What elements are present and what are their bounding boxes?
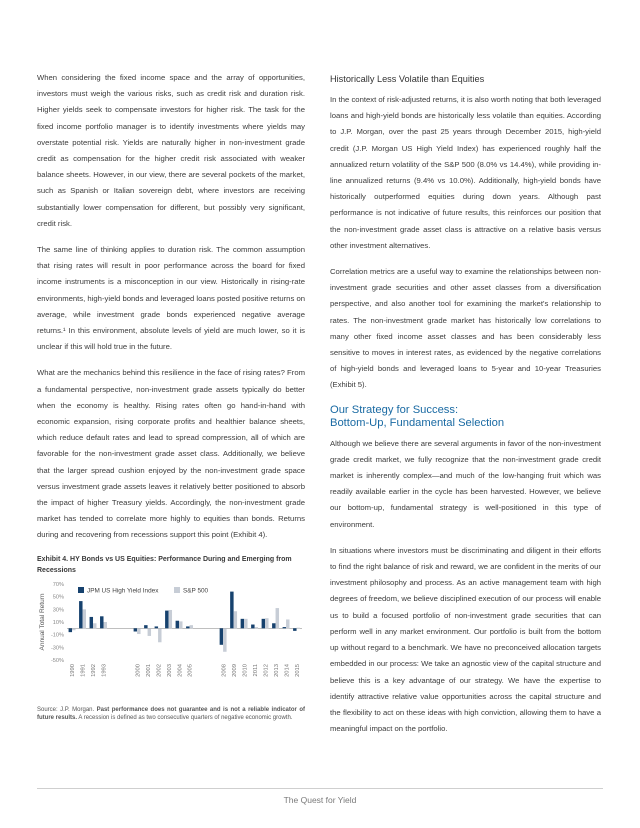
legend-swatch-spx xyxy=(174,587,180,593)
hy-bar xyxy=(272,623,275,628)
y-tick-label: -30% xyxy=(50,645,64,652)
y-tick-label: 10% xyxy=(52,619,64,626)
source-prefix: Source: J.P. Morgan. xyxy=(37,706,97,713)
exhibit-chart xyxy=(37,580,307,700)
spx-bar xyxy=(244,619,247,629)
paragraph: When considering the fixed income space and the array of opportunities, investors must weigh the various risks, such as credit risk and duration risk. Higher yields seek to compensate investors for higher risk. The task for the fixed income portfolio manager is to identify investments where yields may overstate potential risk. Yields are naturally higher in non-investment grade credit as compensation for the higher credit risk associated with weaker balance sheets. However, in our view, there are several pockets of the market, such as Spanish or Italian sovereign debt, where investors are receiving substantially lower compensation for different, but possibly very significant, credit risk. xyxy=(37,73,305,228)
bar-chart xyxy=(37,580,307,700)
y-tick-label: -50% xyxy=(50,657,64,664)
x-tick-label: 1990 xyxy=(70,663,77,677)
legend-label-spx: S&P 500 xyxy=(183,587,209,595)
hy-bar xyxy=(90,617,93,628)
hy-bar xyxy=(69,628,72,632)
hy-bar xyxy=(134,628,137,631)
x-tick-label: 2002 xyxy=(156,663,163,677)
hy-bar xyxy=(283,627,286,628)
spx-bar xyxy=(72,628,75,630)
section-heading-line2: Bottom-Up, Fundamental Selection xyxy=(330,416,505,429)
x-tick-label: 2014 xyxy=(284,663,291,677)
paragraph: Correlation metrics are a useful way to examine the relationships between non-investment grade securities and other asset classes from a diversification perspective, and also another tool for examining the market's relationship to rates. The non-investment grade market has historically low correlations to many other fixed income asset classes and has been considerably less sensitive to moves in interest rates, as evidenced by the negative correlations of high-yield bonds and leveraged loans to 5-year and 10-year Treasuries (Exhibit 5). xyxy=(330,267,601,390)
hy-bar xyxy=(100,616,103,628)
paragraph: Although we believe there are several arguments in favor of the non-investment grade credit market, we fully recognize that the non-investment grade credit market is inherently complex—and much of the low-hanging fruit which was readily available earlier in the cycle has been harvested. However, we believe our bottom-up, fundamental strategy is well-positioned in this type of environment. xyxy=(330,438,601,529)
spx-bar xyxy=(223,628,226,651)
hy-bar xyxy=(262,619,265,629)
x-tick-label: 2011 xyxy=(252,663,259,677)
hy-bar xyxy=(241,619,244,629)
paragraph: The same line of thinking applies to duration risk. The common assumption that rising rates will result in poor performance across the board for fixed income instruments is a misconception in our view. Historically in rising-rate environments, high-yield bonds and leveraged loans posted positive returns on average, while investment grade bonds experienced negative average returns.¹ In this environment, absolute levels of yield are much lower, so it is unclear if this will hold true in the future. xyxy=(37,245,305,352)
x-tick-label: 1993 xyxy=(101,663,108,677)
spx-bar xyxy=(255,627,258,628)
spx-bar xyxy=(137,628,140,634)
spx-bar xyxy=(297,627,300,628)
source-note xyxy=(37,706,305,723)
spx-bar xyxy=(286,619,289,628)
spx-bar xyxy=(93,623,96,628)
x-tick-label: 1991 xyxy=(80,663,87,677)
y-tick-label: 30% xyxy=(52,607,64,614)
left-column xyxy=(37,70,305,723)
x-tick-label: 2013 xyxy=(273,663,280,677)
spx-bar xyxy=(265,618,268,628)
hy-bar xyxy=(251,624,254,628)
spx-bar xyxy=(158,628,161,642)
x-tick-label: 2004 xyxy=(177,663,184,677)
disclaimer: Past performance does not guarantee and is not a reliable indicator of future results. xyxy=(37,706,305,722)
paragraph: In situations where investors must be discriminating and diligent in their efforts to find the right balance of risk and reward, we are confident in the merits of our investment philosophy and process. As an active management team with high degrees of freedom, we believe disciplined execution of our process will enable us to build a focused portfolio of non-investment grade securities that can perform well in any market environment. Our portfolio is built from the bottom up without regard to a benchmark. We have no preconceived allocation targets embedded in our process: We take an agnostic view of the capital structure and believe this is a key advantage of our strategy. We have the expertise to identify attractive relative value opportunities across the capital structure and the flexibility to act on these ideas with high conviction, allowing them to have a meaningful impact on the portfolio. xyxy=(330,545,601,734)
x-tick-label: 2015 xyxy=(294,663,301,677)
x-tick-label: 2012 xyxy=(263,663,270,677)
section-heading xyxy=(330,404,601,430)
x-tick-label: 2001 xyxy=(145,663,152,677)
paragraph: What are the mechanics behind this resilience in the face of rising rates? From a fundamental perspective, non-investment grade assets typically do better when the economy is healthy. Rising rates often go hand-in-hand with economic expansion, rising corporate profits and healthier balance sheets, which reduce default rates and lead to spread compression, all of which are favorable for the non-investment grade asset class. Additionally, we believe that the larger spread cushion enjoyed by the non-investment grade space versus investment grade assets leaves it relatively better positioned to absorb the impact of higher Treasury yields. Accordingly, the non-investment grade market has tended to correlate more highly to equities than bonds. Returns during and recovering from recessions support this point (Exhibit 4). xyxy=(37,368,305,540)
source-suffix: A recession is defined as two consecutive quarters of negative economic growth. xyxy=(77,715,293,722)
spx-bar xyxy=(104,622,107,628)
x-tick-label: 2003 xyxy=(166,663,173,677)
x-tick-label: 2000 xyxy=(135,663,142,677)
exhibit-title: Exhibit 4. HY Bonds vs US Equities: Performance During and Emerging from Recessions xyxy=(37,555,292,574)
spx-bar xyxy=(276,608,279,628)
x-tick-label: 2008 xyxy=(221,663,228,677)
x-tick-label: 2005 xyxy=(187,663,194,677)
spx-bar xyxy=(234,611,237,628)
spx-bar xyxy=(83,609,86,628)
hy-bar xyxy=(230,591,233,628)
footer-divider xyxy=(37,788,603,789)
x-tick-label: 2009 xyxy=(231,663,238,677)
hy-bar xyxy=(176,620,179,628)
hy-bar xyxy=(186,626,189,628)
y-axis-label: Annual Total Return xyxy=(39,593,46,651)
hy-bar xyxy=(165,610,168,628)
spx-bar xyxy=(169,610,172,628)
x-tick-label: 1992 xyxy=(91,663,98,677)
legend-label-hy: JPM US High Yield Index xyxy=(87,587,159,595)
page-footer: The Quest for Yield xyxy=(283,795,357,805)
hy-bar xyxy=(155,626,158,628)
right-column xyxy=(330,70,601,747)
subheading: Historically Less Volatile than Equities xyxy=(330,74,485,84)
spx-bar xyxy=(148,628,151,636)
hy-bar xyxy=(144,625,147,628)
y-tick-label: -10% xyxy=(50,632,64,639)
x-tick-label: 2010 xyxy=(242,663,249,677)
hy-bar xyxy=(79,601,82,628)
spx-bar xyxy=(179,621,182,628)
hy-bar xyxy=(220,628,223,644)
y-tick-label: 50% xyxy=(52,594,64,601)
y-tick-label: 70% xyxy=(52,581,64,588)
spx-bar xyxy=(190,625,193,628)
paragraph: In the context of risk-adjusted returns, it is also worth noting that both leveraged loans and high-yield bonds are historically less volatile than equities. According to J.P. Morgan, over the past 25 years through December 2015, high-yield credit (J.P. Morgan US High Yield Index) has experienced roughly half the annualized return volatility of the S&P 500 (8.0% vs 14.4%), while providing in-line annualized returns (9.4% vs 10.0%). Additionally, high-yield bonds have historically outperformed equities during down years. Although past performance is not indicative of future results, this reinforces our position that the non-investment grade asset class is attractive on a relative basis versus other investment alternatives. xyxy=(330,95,601,250)
section-heading-line1: Our Strategy for Success: xyxy=(330,403,459,416)
hy-bar xyxy=(293,628,296,631)
legend-swatch-hy xyxy=(78,587,84,593)
